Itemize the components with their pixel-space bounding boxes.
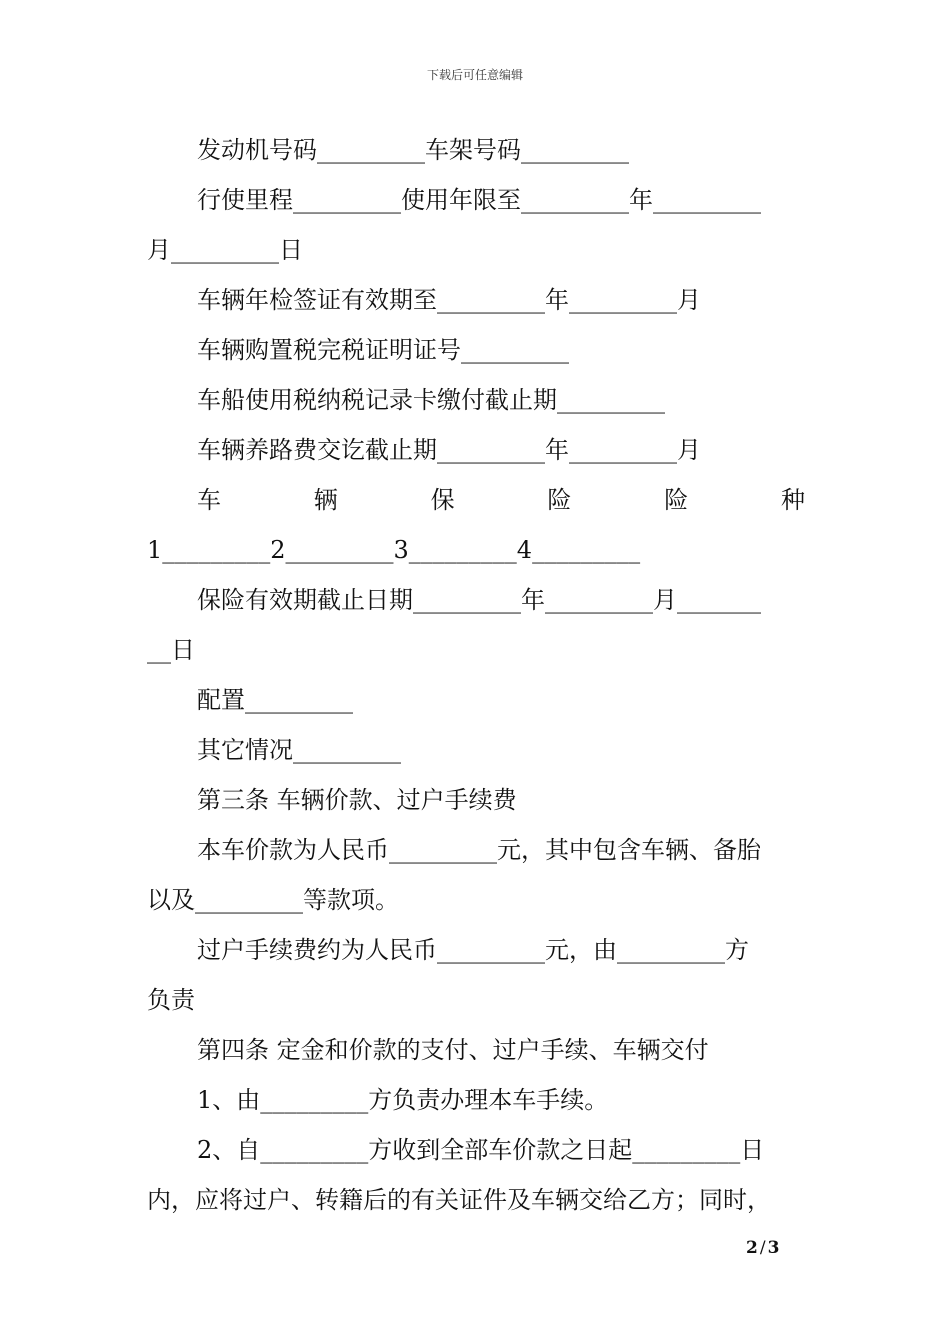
justified-char: 辆 bbox=[313, 486, 338, 514]
text-line: 负责 bbox=[147, 986, 195, 1014]
section-heading: 第三条 车辆价款、过户手续费 bbox=[197, 786, 517, 814]
text-line: 发动机号码_________车架号码_________ bbox=[197, 136, 629, 164]
justified-char: 险 bbox=[664, 486, 689, 514]
text-line: 车船使用税纳税记录卡缴付截止期_________ bbox=[197, 386, 665, 414]
text-line: 月_________日 bbox=[147, 236, 303, 264]
page-number bbox=[746, 1238, 779, 1258]
justified-char: 险 bbox=[547, 486, 572, 514]
section-heading: 第四条 定金和价款的支付、过户手续、车辆交付 bbox=[197, 1036, 709, 1064]
document-body bbox=[147, 125, 805, 1225]
text-line: 1、由_________方负责办理本车手续。 bbox=[197, 1086, 609, 1114]
text-line: 行使里程_________使用年限至_________年_________ bbox=[197, 186, 761, 214]
text-line-justified bbox=[147, 475, 805, 525]
text-line: 车辆购置税完税证明证号_________ bbox=[197, 336, 569, 364]
text-line: 车辆养路费交讫截止期_________年_________月 bbox=[197, 436, 701, 464]
page-header: 下载后可任意编辑 bbox=[426, 68, 523, 82]
text-line: 1_________2_________3_________4_________ bbox=[147, 536, 641, 564]
current-page: 2 bbox=[746, 1238, 758, 1258]
text-line: 2、自_________方收到全部车价款之日起_________日 bbox=[197, 1136, 765, 1164]
text-line: 车辆年检签证有效期至_________年_________月 bbox=[197, 286, 701, 314]
text-line: 过户手续费约为人民币_________元，由_________方 bbox=[197, 936, 749, 964]
text-line: 保险有效期截止日期_________年_________月_______ bbox=[197, 586, 761, 614]
text-line: 内，应将过户、转籍后的有关证件及车辆交给乙方；同时， bbox=[147, 1186, 771, 1214]
total-pages: 3 bbox=[767, 1238, 780, 1258]
page-separator: / bbox=[759, 1238, 766, 1258]
justified-char: 种 bbox=[780, 486, 805, 514]
text-line: __日 bbox=[147, 636, 195, 664]
justified-char: 保 bbox=[430, 486, 455, 514]
text-line: 以及_________等款项。 bbox=[147, 886, 399, 914]
text-line: 其它情况_________ bbox=[197, 736, 401, 764]
text-line: 配置_________ bbox=[197, 686, 353, 714]
text-line: 本车价款为人民币_________元，其中包含车辆、备胎 bbox=[197, 836, 761, 864]
justified-char: 车 bbox=[197, 486, 221, 514]
